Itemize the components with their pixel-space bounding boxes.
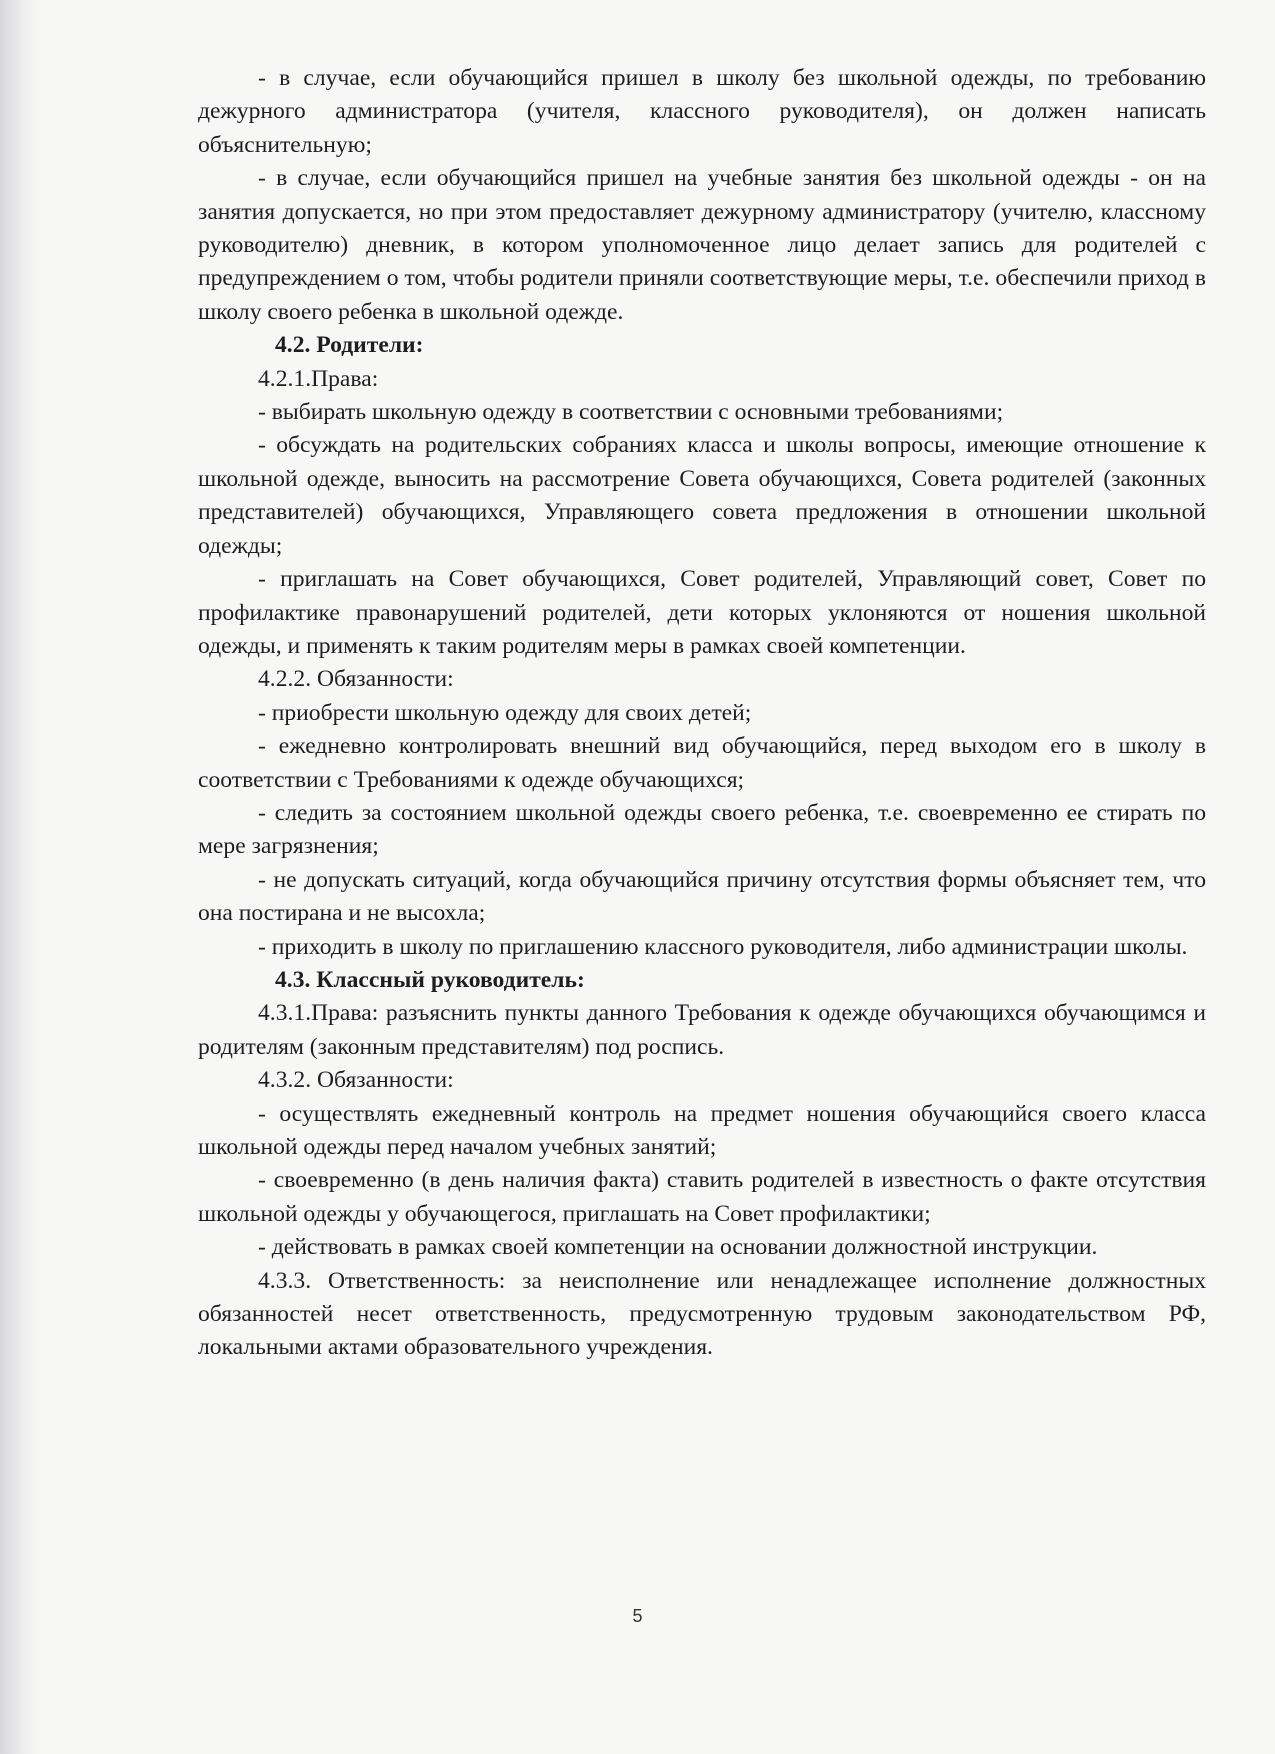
paragraph: - действовать в рамках своей компетенции на основании должностной инструкции. xyxy=(258,1234,1098,1261)
section-heading: 4.2. Родители: xyxy=(275,332,424,359)
scan-edge-shadow xyxy=(0,0,40,1754)
paragraph: - обсуждать на родительских собраниях класса и школы вопросы, имеющие отношение к школьной одежде, выносить на рассмотрение Совета обучающихся, Совета родителей (законных представителей) обучающихся, Управляющего совета предложения в отношении школьной одежды; xyxy=(198,432,1206,559)
paragraph: - своевременно (в день наличия факта) ставить родителей в известность о факте отсутствия школьной одежды у обучающегося, приглашать на Совет профилактики; xyxy=(198,1167,1206,1227)
document-body xyxy=(198,62,1206,1365)
section-heading: 4.3. Классный руководитель: xyxy=(275,966,585,993)
paragraph: - в случае, если обучающийся пришел в школу без школьной одежды, по требованию дежурного администратора (учителя, классного руководителя), он должен написать объяснительную; xyxy=(198,65,1206,158)
page-number: 5 xyxy=(632,1606,643,1626)
paragraph: - ежедневно контролировать внешний вид обучающийся, перед выходом его в школу в соответствии с Требованиями к одежде обучающихся; xyxy=(198,733,1206,793)
paragraph: 4.3.1.Права: разъяснить пункты данного Требования к одежде обучающихся обучающимся и родителям (законным представителям) под роспись. xyxy=(198,1000,1206,1060)
paragraph: - приходить в школу по приглашению классного руководителя, либо администрации школы. xyxy=(258,933,1188,960)
paragraph: - осуществлять ежедневный контроль на предмет ношения обучающийся своего класса школьной одежды перед началом учебных занятий; xyxy=(198,1100,1206,1160)
paragraph: 4.2.1.Права: xyxy=(258,365,379,392)
paragraph: - выбирать школьную одежду в соответствии с основными требованиями; xyxy=(258,399,1004,426)
paragraph: 4.3.3. Ответственность: за неисполнение или ненадлежащее исполнение должностных обязанностей несет ответственность, предусмотренную трудовым законодательством РФ, локальными актами образовательного учреждения. xyxy=(198,1267,1206,1361)
paragraph: - приглашать на Совет обучающихся, Совет родителей, Управляющий совет, Совет по профилактике правонарушений родителей, дети которых уклоняются от ношения школьной одежды, и применять к таким родителям меры в рамках своей компетенции. xyxy=(198,566,1206,659)
paragraph: 4.3.2. Обязанности: xyxy=(258,1067,454,1094)
paragraph: 4.2.2. Обязанности: xyxy=(258,666,454,693)
paragraph: - не допускать ситуаций, когда обучающийся причину отсутствия формы объясняет тем, что она постирана и не высохла; xyxy=(198,866,1206,927)
paragraph: - в случае, если обучающийся пришел на учебные занятия без школьной одежды - он на занятия допускается, но при этом предоставляет дежурному администратору (учителю, классному руководителю) дневник, в котором уполномоченное лицо делает запись для родителей с предупреждением о том, чтобы родители приняли соответствующие меры, т.е. обеспечили приход в школу своего ребенка в школьной одежде. xyxy=(198,165,1206,325)
paragraph: - следить за состоянием школьной одежды своего ребенка, т.е. своевременно ее стирать по мере загрязнения; xyxy=(198,799,1206,860)
paragraph: - приобрести школьную одежду для своих детей; xyxy=(258,699,752,726)
